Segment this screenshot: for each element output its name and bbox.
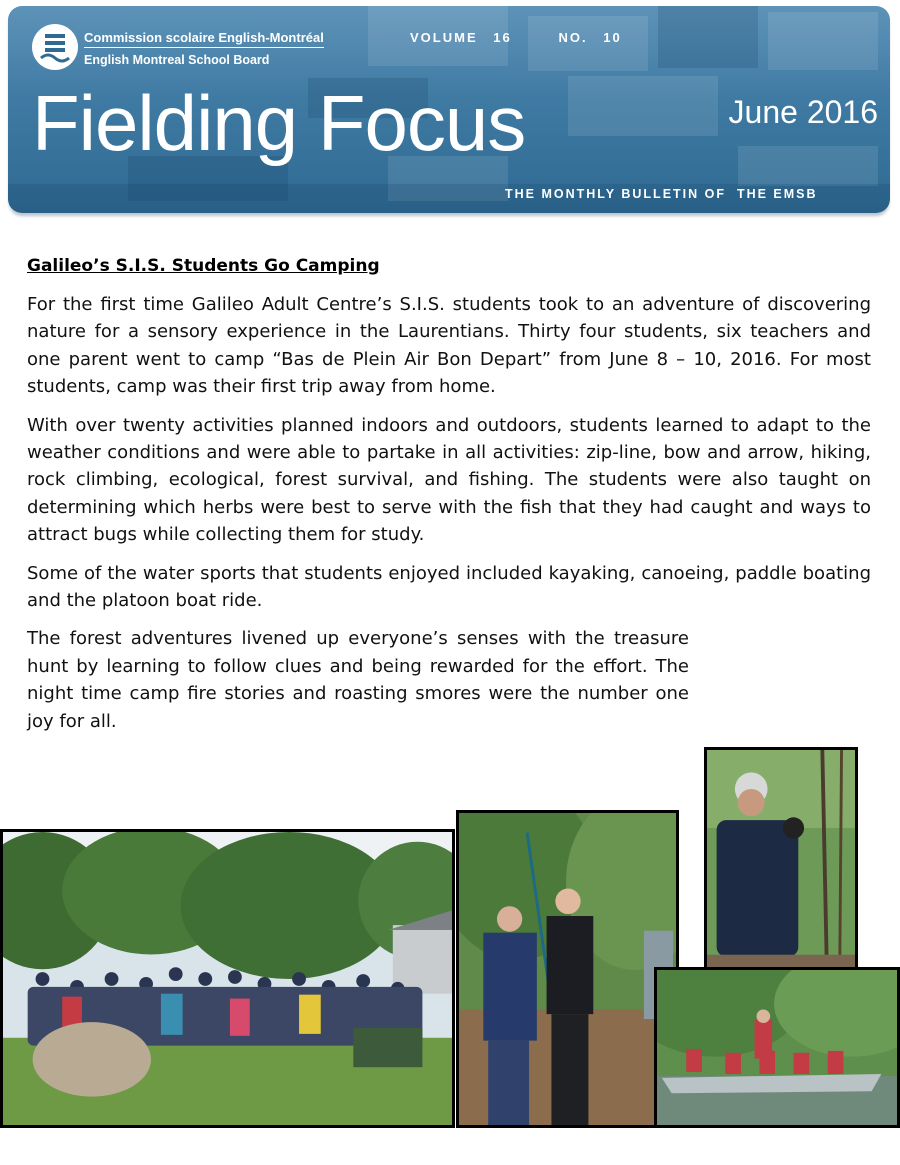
canoe-photo	[654, 967, 900, 1128]
archery-photo	[456, 810, 679, 1128]
org-name-english: English Montreal School Board	[84, 53, 270, 67]
volume-number: VOLUME 16 NO. 10	[410, 30, 622, 45]
issue-date: June 2016	[728, 94, 878, 130]
article-paragraph: With over twenty activities planned indoors and outdoors, students learned to adapt to the weather conditions and were able to partake in all activities: zip-line, bow and arrow, hiking, rock climbing, ecological, forest survival, and fishing. The students were also taught on determining which herbs were best to serve with the fish that they had caught and ways to attract bugs while collecting them for study.	[27, 414, 871, 546]
article-paragraph: The forest adventures livened up everyone’s senses with the treasure hunt by learning to follow clues and being rewarded for the effort. The night time camp fire stories and roasting smores were the number one joy for all.	[27, 628, 689, 732]
newsletter-title: Fielding Focus	[32, 79, 526, 167]
org-name-french: Commission scolaire English-Montréal	[84, 30, 324, 48]
group-photo	[0, 829, 455, 1128]
article-paragraph: Some of the water sports that students enjoyed included kayaking, canoeing, paddle boating and the platoon boat ride.	[27, 562, 871, 612]
climbing-photo	[704, 747, 858, 985]
masthead-banner	[8, 6, 890, 213]
article-paragraph: For the first time Galileo Adult Centre’s S.I.S. students took to an adventure of discovering nature for a sensory experience in the Laurentians. Thirty four students, six teachers and one parent went to camp “Bas de Plein Air Bon Depart” from June 8 – 10, 2016. For most students, camp was their first trip away from home.	[27, 294, 871, 398]
article-body	[27, 291, 871, 735]
emsb-logo-icon	[32, 24, 78, 70]
newsletter-tagline: THE MONTHLY BULLETIN OF THE EMSB	[505, 187, 818, 201]
article-title: Galileo’s S.I.S. Students Go Camping	[27, 256, 380, 276]
